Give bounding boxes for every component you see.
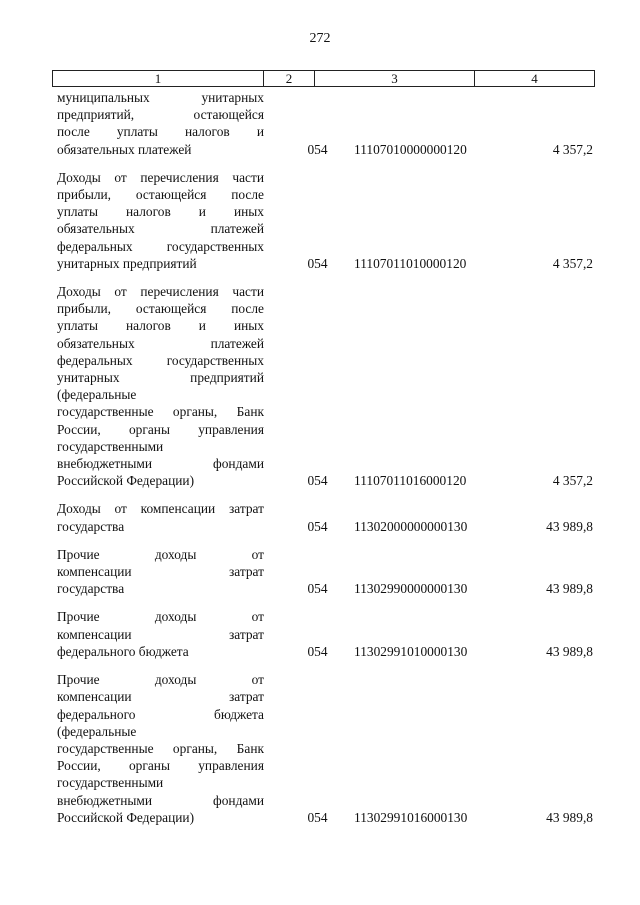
admin-code: 054 [307, 255, 328, 271]
income-name-line: после уплаты налогов и [57, 124, 264, 140]
income-name-line: Прочие доходы от [57, 672, 264, 688]
admin-code: 054 [307, 141, 328, 157]
admin-code: 054 [307, 809, 328, 825]
income-name-line: обязательных платежей [57, 335, 264, 351]
income-name-line: унитарных предприятий [57, 255, 197, 271]
income-name-line: (федеральные [57, 387, 137, 403]
income-name-line: Доходы от перечисления части [57, 284, 264, 300]
table-row [52, 169, 595, 272]
income-name-line: муниципальных унитарных [57, 90, 264, 105]
income-name-line: Доходы от компенсации затрат [57, 501, 264, 517]
income-name-line: унитарных предприятий [57, 370, 264, 386]
header-col-2: 2 [264, 71, 315, 86]
income-name [52, 89, 264, 158]
income-name-line: внебюджетными фондами [57, 792, 264, 808]
income-name-line: государственными [57, 775, 164, 791]
income-name-line: государства [57, 581, 125, 597]
income-name [52, 169, 264, 272]
income-code: 11302991010000130 [354, 643, 468, 659]
income-code: 11302990000000130 [354, 581, 468, 597]
admin-code: 054 [307, 581, 328, 597]
admin-code: 054 [307, 643, 328, 659]
income-name [52, 546, 264, 598]
income-name-line: федерального бюджета [57, 643, 189, 659]
income-name [52, 608, 264, 660]
amount: 43 989,8 [546, 518, 593, 534]
income-code: 11302000000000130 [354, 518, 468, 534]
table-row [52, 89, 595, 158]
table-header [52, 70, 595, 87]
amount: 43 989,8 [546, 809, 593, 825]
admin-code: 054 [307, 518, 328, 534]
income-name-line: России, органы управления [57, 758, 264, 774]
income-code: 11302991016000130 [354, 809, 468, 825]
income-name-line: Прочие доходы от [57, 546, 264, 562]
income-name-line: предприятий, остающейся [57, 107, 264, 123]
income-name-line: прибыли, остающейся после [57, 301, 264, 317]
table-row [52, 546, 595, 598]
income-name-line: (федеральные [57, 723, 137, 739]
income-name-line: Доходы от перечисления части [57, 169, 264, 185]
amount: 43 989,8 [546, 643, 593, 659]
income-name-line: России, органы управления [57, 421, 264, 437]
income-name-line: государственные органы, Банк [57, 740, 264, 756]
income-name-line: Прочие доходы от [57, 609, 264, 625]
income-name-line: федеральных государственных [57, 238, 264, 254]
header-col-4: 4 [531, 71, 538, 86]
income-name-line: компенсации затрат [57, 626, 264, 642]
income-code: 11107011010000120 [354, 255, 467, 271]
income-name-line: прибыли, остающейся после [57, 187, 264, 203]
table-body [52, 89, 595, 837]
income-name-line: государственными [57, 438, 164, 454]
table-row [52, 283, 595, 489]
header-col-1: 1 [53, 71, 264, 86]
income-name-line: Российской Федерации) [57, 809, 195, 825]
income-name-line: уплаты налогов и иных [57, 318, 264, 334]
income-name-line: государства [57, 518, 125, 534]
amount: 4 357,2 [552, 473, 593, 489]
table-row [52, 500, 595, 534]
income-name-line: Российской Федерации) [57, 473, 195, 489]
income-name-line: государственные органы, Банк [57, 404, 264, 420]
income-name-line: внебюджетными фондами [57, 456, 264, 472]
amount: 43 989,8 [546, 581, 593, 597]
income-name-line: обязательных платежей [57, 221, 264, 237]
header-col-3: 3 [315, 71, 475, 86]
table-row [52, 608, 595, 660]
income-name [52, 500, 264, 534]
income-name-line: компенсации затрат [57, 564, 264, 580]
admin-code: 054 [307, 473, 328, 489]
income-name-line: обязательных платежей [57, 141, 192, 157]
income-code: 11107011016000120 [354, 473, 467, 489]
income-name-line: компенсации затрат [57, 689, 264, 705]
amount: 4 357,2 [552, 141, 593, 157]
income-name [52, 283, 264, 489]
income-name-line: уплаты налогов и иных [57, 204, 264, 220]
income-name [52, 671, 264, 826]
page-number: 272 [309, 31, 331, 46]
income-name-line: федеральных государственных [57, 352, 264, 368]
income-code: 11107010000000120 [354, 141, 467, 157]
table-row [52, 671, 595, 826]
amount: 4 357,2 [552, 255, 593, 271]
income-name-line: федерального бюджета [57, 706, 264, 722]
